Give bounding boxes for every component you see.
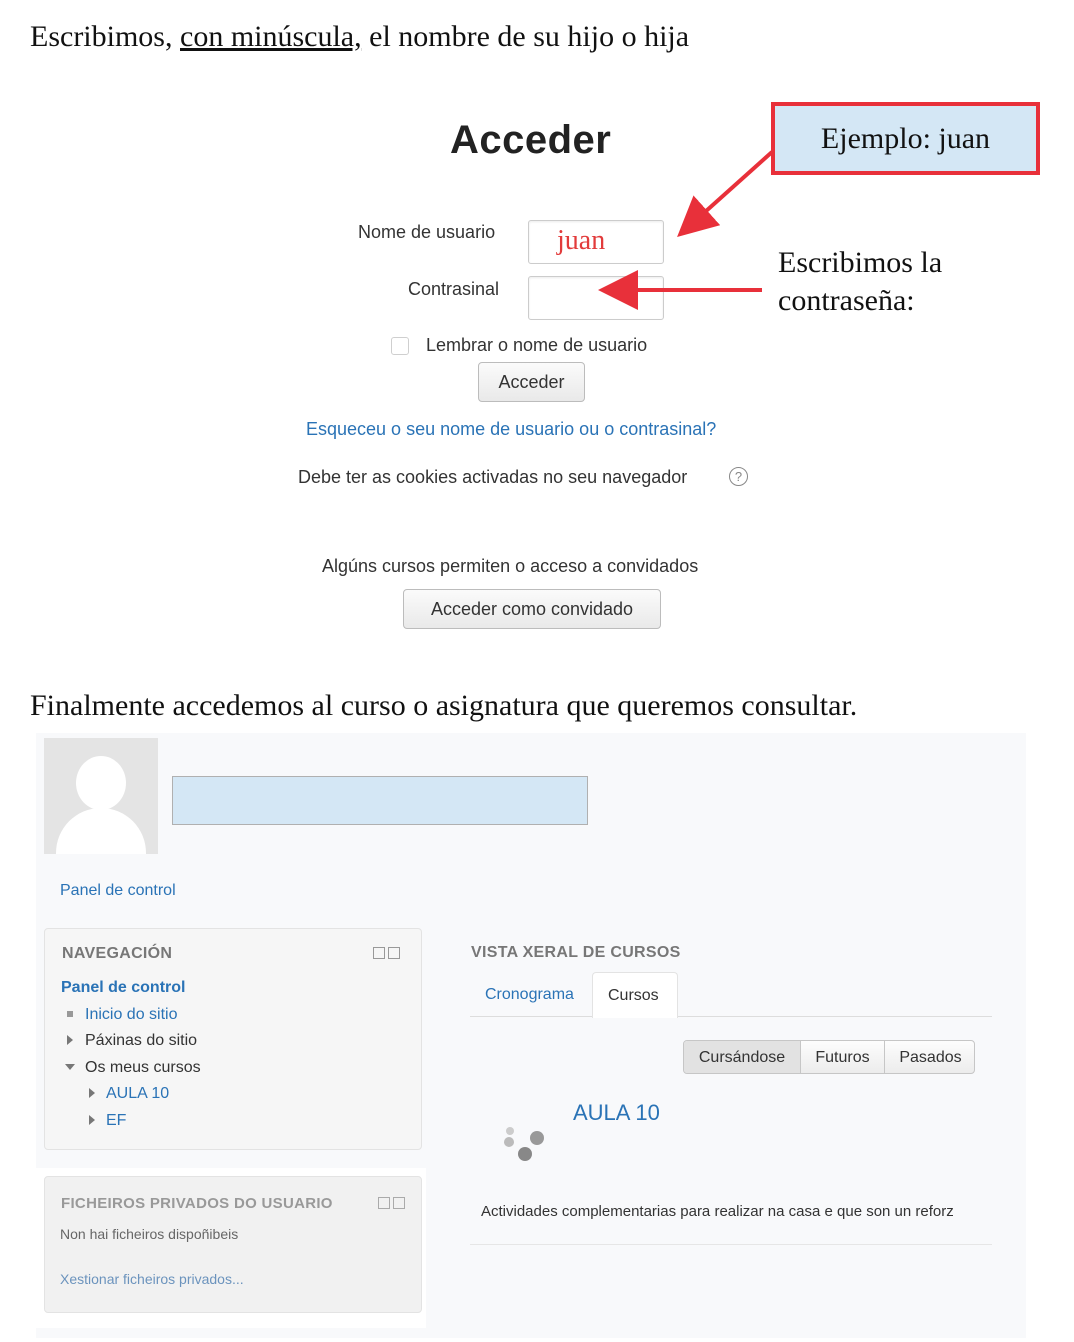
password-annotation xyxy=(778,244,942,320)
filter-pasados[interactable]: Pasados xyxy=(899,1049,962,1066)
guest-text: Algúns cursos permiten o acceso a convidados xyxy=(322,556,699,576)
expand-arrow-icon[interactable] xyxy=(67,1035,73,1045)
intro-part1: Escribimos, xyxy=(30,20,180,53)
cookies-text: Debe ter as cookies activadas no seu navegador xyxy=(298,467,688,487)
panel-control-link[interactable]: Panel de control xyxy=(60,882,176,899)
remember-label: Lembrar o nome de usuario xyxy=(426,335,648,355)
overview-title: VISTA XERAL DE CURSOS xyxy=(471,944,681,961)
password-label: Contrasinal xyxy=(408,279,500,299)
tab-cronograma[interactable]: Cronograma xyxy=(485,986,574,1003)
intro-text xyxy=(30,20,689,54)
nav-item-ef[interactable]: EF xyxy=(106,1112,127,1129)
navigation-title: NAVEGACIÓN xyxy=(62,945,173,962)
bullet-icon xyxy=(67,1011,73,1017)
overview-tabs-line xyxy=(470,1016,992,1017)
tab-cursos-label: Cursos xyxy=(608,987,659,1004)
navigation-block-controls-icon[interactable] xyxy=(373,947,403,961)
password-annotation-line1: Escribimos la xyxy=(778,246,943,279)
arrow-to-username xyxy=(686,152,772,229)
navigation-block xyxy=(44,928,422,1150)
nav-panel-control[interactable]: Panel de control xyxy=(61,979,186,996)
username-value: juan xyxy=(557,225,606,256)
nav-item-aula10[interactable]: AULA 10 xyxy=(106,1085,170,1102)
username-field[interactable] xyxy=(528,220,664,264)
avatar xyxy=(44,738,158,854)
nav-item-inicio[interactable]: Inicio do sitio xyxy=(85,1006,178,1023)
guest-login-button[interactable]: Acceder como convidado xyxy=(403,589,661,629)
course-description: Actividades complementarias para realizar na casa e que son un reforz xyxy=(481,1203,954,1220)
collapse-arrow-icon[interactable] xyxy=(65,1064,75,1070)
filter-cursandose[interactable]: Cursándose xyxy=(684,1041,801,1074)
expand-arrow-icon[interactable] xyxy=(89,1115,95,1125)
username-label: Nome de usuario xyxy=(358,222,496,242)
login-button[interactable]: Acceder xyxy=(478,362,585,402)
login-title: Acceder xyxy=(450,118,612,162)
example-annotation-box xyxy=(771,102,1040,175)
filter-futuros[interactable]: Futuros xyxy=(801,1041,885,1074)
help-icon[interactable]: ? xyxy=(729,467,748,486)
intro-underlined: con minúscula, xyxy=(180,20,362,53)
course-filter-group xyxy=(683,1040,975,1074)
course-loading-icon xyxy=(502,1127,548,1167)
password-annotation-line2: contraseña: xyxy=(778,284,915,317)
tab-cursos-active[interactable] xyxy=(592,972,678,1018)
second-intro-text: Finalmente accedemos al curso o asignatura que queremos consultar. xyxy=(30,689,858,722)
remember-checkbox[interactable] xyxy=(391,337,409,355)
nav-item-paxinas[interactable]: Páxinas do sitio xyxy=(85,1032,198,1049)
nav-item-meus-cursos[interactable]: Os meus cursos xyxy=(85,1059,201,1076)
forgot-link[interactable]: Esqueceu o seu nome de usuario ou o contrasinal? xyxy=(306,419,717,439)
intro-part2: el nombre de su hijo o hija xyxy=(361,20,690,53)
manage-private-files-link[interactable]: Xestionar ficheiros privados... xyxy=(60,1271,244,1287)
private-files-empty: Non hai ficheiros dispoñibeis xyxy=(60,1226,239,1242)
course-title-link[interactable]: AULA 10 xyxy=(573,1100,660,1125)
avatar-body xyxy=(56,808,146,854)
private-files-title: FICHEIROS PRIVADOS DO USUARIO xyxy=(61,1195,333,1212)
private-files-block xyxy=(44,1176,422,1313)
private-files-controls-icon[interactable] xyxy=(378,1197,408,1211)
course-divider xyxy=(470,1244,992,1245)
avatar-head xyxy=(76,756,126,810)
password-field[interactable] xyxy=(528,276,664,320)
expand-arrow-icon[interactable] xyxy=(89,1088,95,1098)
example-annotation-text: Ejemplo: juan xyxy=(820,121,991,155)
user-name-bar xyxy=(172,776,588,825)
